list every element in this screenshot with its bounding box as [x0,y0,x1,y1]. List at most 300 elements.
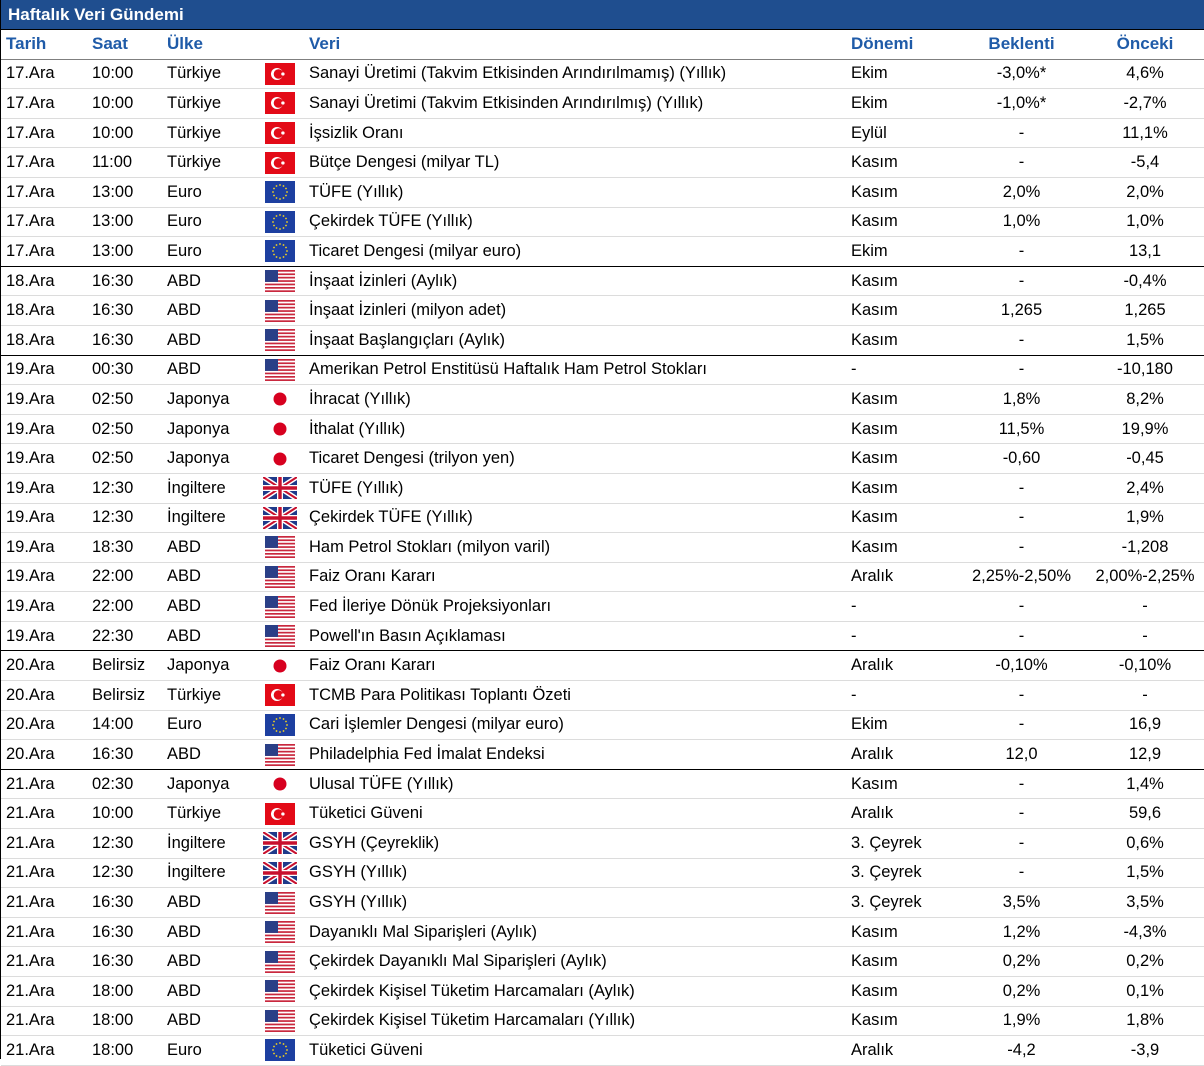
cell-expected: 11,5% [998,419,1045,438]
cell-expected: - [1018,271,1025,290]
cell-country: Euro [167,715,202,734]
cell-country: ABD [167,1011,201,1030]
table-row [1,385,1204,415]
cell-time: 10:00 [92,123,134,142]
table-row [1,622,1204,652]
cell-previous: -10,180 [1117,360,1173,379]
cell-flag [259,744,301,766]
cell-period: Kasım [851,922,898,941]
cell-period: 3. Çeyrek [851,833,922,852]
cell-time: 13:00 [92,182,134,201]
cell-date: 21.Ara [6,893,55,912]
cell-period: - [851,626,857,645]
usa-flag-icon [265,596,295,618]
cell-data: TÜFE (Yıllık) [309,182,404,201]
cell-country: Japonya [167,389,230,408]
cell-previous: 2,0% [1126,182,1164,201]
cell-previous: 1,5% [1126,863,1164,882]
table-row [1,533,1204,563]
cell-expected: - [1018,833,1025,852]
cell-time: Belirsiz [92,656,146,675]
cell-flag [259,388,301,410]
cell-time: 10:00 [92,64,134,83]
usa-flag-icon [265,359,295,381]
cell-period: Aralık [851,656,894,675]
cell-country: İngiltere [167,863,226,882]
usa-flag-icon [265,270,295,292]
cell-flag [259,921,301,943]
cell-expected: 1,9% [1002,1011,1041,1030]
cell-country: ABD [167,271,201,290]
cell-data: Powell'ın Basın Açıklaması [309,626,506,645]
cell-time: 13:00 [92,241,134,260]
cell-country: Türkiye [167,153,222,172]
usa-flag-icon [265,625,295,647]
cell-data: Dayanıklı Mal Siparişleri (Aylık) [309,922,538,941]
cell-period: Kasım [851,774,898,793]
usa-flag-icon [265,1010,295,1032]
cell-date: 21.Ara [6,922,55,941]
table-row [1,415,1204,445]
cell-date: 20.Ara [6,685,55,704]
cell-previous: 13,1 [1128,241,1162,260]
header-row [1,30,1204,60]
cell-time: 18:00 [92,1040,134,1059]
cell-date: 19.Ara [6,389,55,408]
cell-data: GSYH (Yıllık) [309,893,408,912]
cell-period: Kasım [851,330,898,349]
cell-previous: 3,5% [1126,893,1164,912]
cell-previous: 1,5% [1126,330,1164,349]
cell-country: Japonya [167,419,230,438]
cell-date: 20.Ara [6,656,55,675]
usa-flag-icon [265,329,295,351]
japan-flag-icon [265,773,295,795]
cell-previous: 1,8% [1126,1011,1164,1030]
table-row [1,947,1204,977]
cell-time: 16:30 [92,330,134,349]
cell-country: ABD [167,360,201,379]
cell-previous: -0,4% [1123,271,1167,290]
cell-country: Türkiye [167,93,222,112]
cell-previous: 19,9% [1121,419,1169,438]
cell-period: Aralık [851,745,894,764]
eu-flag-icon [265,181,295,203]
turkey-flag-icon [265,803,295,825]
cell-flag [259,181,301,203]
table-row [1,740,1204,770]
cell-time: 02:30 [92,774,134,793]
cell-expected: - [1018,123,1025,142]
cell-flag [259,122,301,144]
cell-date: 17.Ara [6,241,55,260]
cell-data: Ham Petrol Stokları (milyon varil) [309,537,551,556]
cell-period: Kasım [851,952,898,971]
cell-period: Kasım [851,153,898,172]
cell-expected: 2,25%-2,50% [971,567,1072,586]
cell-date: 21.Ara [6,1040,55,1059]
table-title: Haftalık Veri Gündemi [1,0,1204,30]
table-row [1,859,1204,889]
cell-data: Cari İşlemler Dengesi (milyar euro) [309,715,564,734]
cell-time: 12:30 [92,478,134,497]
cell-previous: -1,208 [1121,537,1169,556]
cell-data: Sanayi Üretimi (Takvim Etkisinden Arındırılmamış) (Yıllık) [309,64,727,83]
japan-flag-icon [265,655,295,677]
table-row [1,89,1204,119]
japan-flag-icon [265,388,295,410]
cell-time: 18:00 [92,1011,134,1030]
cell-date: 20.Ara [6,715,55,734]
cell-previous: -0,10% [1118,656,1172,675]
cell-date: 17.Ara [6,93,55,112]
cell-data: Ulusal TÜFE (Yıllık) [309,774,454,793]
cell-time: 02:50 [92,449,134,468]
cell-date: 21.Ara [6,804,55,823]
cell-period: Kasım [851,212,898,231]
cell-country: İngiltere [167,833,226,852]
cell-expected: - [1018,153,1025,172]
uk-flag-icon [263,507,297,529]
cell-period: Eylül [851,123,887,142]
cell-data: TCMB Para Politikası Toplantı Özeti [309,685,571,704]
usa-flag-icon [265,892,295,914]
cell-period: Kasım [851,449,898,468]
table-row [1,296,1204,326]
cell-time: 12:30 [92,508,134,527]
cell-country: ABD [167,922,201,941]
cell-flag [259,63,301,85]
cell-date: 21.Ara [6,1011,55,1030]
cell-previous: - [1142,685,1148,704]
cell-period: - [851,685,857,704]
cell-period: Kasım [851,301,898,320]
cell-flag [259,507,301,529]
cell-country: ABD [167,952,201,971]
cell-flag [259,684,301,706]
eu-flag-icon [265,240,295,262]
cell-flag [259,655,301,677]
table-row [1,178,1204,208]
cell-expected: - [1018,241,1025,260]
cell-flag [259,862,301,884]
cell-period: Ekim [851,64,888,83]
cell-period: Kasım [851,271,898,290]
table-row [1,267,1204,297]
cell-period: 3. Çeyrek [851,863,922,882]
cell-country: Türkiye [167,123,222,142]
cell-country: Euro [167,212,202,231]
cell-date: 19.Ara [6,508,55,527]
cell-date: 21.Ara [6,981,55,1000]
cell-time: 22:30 [92,626,134,645]
table-row [1,444,1204,474]
cell-country: İngiltere [167,478,226,497]
cell-previous: - [1142,597,1148,616]
cell-period: Kasım [851,1011,898,1030]
cell-date: 21.Ara [6,952,55,971]
cell-country: Türkiye [167,804,222,823]
cell-previous: 1,4% [1126,774,1164,793]
cell-period: Aralık [851,1040,894,1059]
cell-previous: -3,9 [1130,1040,1160,1059]
cell-period: Kasım [851,508,898,527]
table-row [1,651,1204,681]
cell-previous: 59,6 [1128,804,1162,823]
table-row [1,326,1204,356]
cell-time: 14:00 [92,715,134,734]
cell-country: ABD [167,567,201,586]
cell-time: 16:30 [92,922,134,941]
turkey-flag-icon [265,152,295,174]
cell-flag [259,448,301,470]
table-row [1,918,1204,948]
cell-expected: - [1018,508,1025,527]
cell-time: 18:00 [92,981,134,1000]
cell-previous: 8,2% [1126,389,1164,408]
cell-date: 17.Ara [6,153,55,172]
cell-expected: - [1018,774,1025,793]
cell-country: ABD [167,301,201,320]
table-row [1,592,1204,622]
cell-country: Türkiye [167,685,222,704]
table-row [1,977,1204,1007]
cell-country: Euro [167,1040,202,1059]
uk-flag-icon [263,862,297,884]
cell-country: ABD [167,745,201,764]
cell-expected: - [1018,685,1025,704]
cell-previous: 2,00%-2,25% [1095,567,1195,586]
table-row [1,1007,1204,1037]
table-row [1,60,1204,90]
table-row [1,504,1204,534]
cell-period: - [851,597,857,616]
cell-expected: 1,8% [1002,389,1041,408]
cell-data: Amerikan Petrol Enstitüsü Haftalık Ham Petrol Stokları [309,360,707,379]
cell-date: 21.Ara [6,774,55,793]
cell-data: Tüketici Güveni [309,1040,423,1059]
cell-date: 19.Ara [6,449,55,468]
cell-flag [259,152,301,174]
cell-date: 19.Ara [6,537,55,556]
cell-flag [259,329,301,351]
cell-period: Ekim [851,715,888,734]
turkey-flag-icon [265,92,295,114]
cell-date: 17.Ara [6,212,55,231]
cell-country: Euro [167,241,202,260]
cell-data: Faiz Oranı Kararı [309,567,436,586]
cell-time: 16:30 [92,745,134,764]
turkey-flag-icon [265,684,295,706]
cell-date: 19.Ara [6,419,55,438]
header-date: Tarih [6,34,47,54]
cell-date: 19.Ara [6,567,55,586]
table-row [1,119,1204,149]
cell-expected: -3,0%* [996,64,1047,83]
cell-data: Bütçe Dengesi (milyar TL) [309,153,500,172]
cell-date: 19.Ara [6,360,55,379]
cell-flag [259,270,301,292]
cell-flag [259,773,301,795]
usa-flag-icon [265,951,295,973]
cell-time: 12:30 [92,863,134,882]
cell-data: İthalat (Yıllık) [309,419,406,438]
cell-period: 3. Çeyrek [851,893,922,912]
cell-data: Çekirdek TÜFE (Yıllık) [309,212,473,231]
cell-flag [259,892,301,914]
table-row [1,474,1204,504]
cell-expected: 2,0% [1002,182,1041,201]
cell-previous: - [1142,626,1148,645]
uk-flag-icon [263,477,297,499]
cell-period: Ekim [851,241,888,260]
cell-country: Euro [167,182,202,201]
cell-previous: 16,9 [1128,715,1162,734]
cell-expected: - [1018,715,1025,734]
cell-expected: 1,2% [1002,922,1041,941]
eu-flag-icon [265,714,295,736]
cell-previous: 1,265 [1124,301,1166,320]
table-row [1,681,1204,711]
cell-time: 13:00 [92,212,134,231]
cell-expected: - [1018,537,1025,556]
cell-flag [259,359,301,381]
cell-country: İngiltere [167,508,226,527]
cell-flag [259,832,301,854]
cell-previous: -5,4 [1130,153,1160,172]
cell-date: 18.Ara [6,330,55,349]
cell-date: 18.Ara [6,301,55,320]
cell-country: ABD [167,626,201,645]
cell-previous: 2,4% [1126,478,1164,497]
cell-flag [259,477,301,499]
japan-flag-icon [265,418,295,440]
uk-flag-icon [263,832,297,854]
cell-data: İşsizlik Oranı [309,123,404,142]
cell-flag [259,536,301,558]
cell-period: - [851,360,857,379]
cell-country: ABD [167,893,201,912]
table-row [1,1036,1204,1066]
cell-time: 10:00 [92,804,134,823]
table-row [1,563,1204,593]
cell-date: 21.Ara [6,863,55,882]
cell-period: Kasım [851,389,898,408]
table-row [1,208,1204,238]
cell-expected: - [1018,478,1025,497]
cell-data: Çekirdek TÜFE (Yıllık) [309,508,473,527]
cell-expected: -1,0%* [996,93,1047,112]
cell-country: Türkiye [167,64,222,83]
cell-previous: 12,9 [1128,745,1162,764]
table-body [1,60,1204,1066]
cell-time: 02:50 [92,389,134,408]
cell-flag [259,240,301,262]
turkey-flag-icon [265,63,295,85]
usa-flag-icon [265,566,295,588]
table-row [1,711,1204,741]
cell-period: Kasım [851,478,898,497]
cell-time: 10:00 [92,93,134,112]
cell-period: Aralık [851,804,894,823]
cell-country: Japonya [167,774,230,793]
cell-expected: -4,2 [1007,1040,1036,1059]
cell-country: ABD [167,981,201,1000]
cell-date: 17.Ara [6,182,55,201]
cell-expected: 0,2% [1002,952,1041,971]
cell-flag [259,211,301,233]
cell-previous: 0,1% [1126,981,1164,1000]
cell-time: 16:30 [92,893,134,912]
header-time: Saat [92,34,128,54]
cell-expected: 1,265 [1000,301,1043,320]
table-row [1,237,1204,267]
cell-country: ABD [167,330,201,349]
cell-data: GSYH (Yıllık) [309,863,408,882]
cell-expected: 1,0% [1002,212,1041,231]
cell-date: 19.Ara [6,626,55,645]
cell-time: 11:00 [92,153,133,172]
cell-date: 19.Ara [6,478,55,497]
header-expected: Beklenti [988,34,1055,54]
cell-expected: - [1018,597,1025,616]
cell-data: İnşaat Başlangıçları (Aylık) [309,330,505,349]
cell-flag [259,1039,301,1061]
cell-expected: 12,0 [1005,745,1038,764]
cell-previous: -4,3% [1123,922,1167,941]
cell-period: Kasım [851,182,898,201]
header-country: Ülke [167,34,203,54]
cell-data: Sanayi Üretimi (Takvim Etkisinden Arındırılmış) (Yıllık) [309,93,704,112]
cell-country: Japonya [167,449,230,468]
table-row [1,356,1204,386]
cell-flag [259,418,301,440]
cell-data: Çekirdek Kişisel Tüketim Harcamaları (Aylık) [309,981,635,1000]
cell-flag [259,951,301,973]
header-previous: Önceki [1116,34,1174,54]
cell-data: Philadelphia Fed İmalat Endeksi [309,745,545,764]
cell-expected: - [1018,330,1025,349]
cell-previous: 0,6% [1126,833,1164,852]
cell-period: Aralık [851,567,894,586]
cell-previous: 1,0% [1126,212,1164,231]
cell-previous: 4,6% [1126,64,1164,83]
cell-expected: 3,5% [1002,893,1041,912]
cell-date: 17.Ara [6,123,55,142]
cell-data: İnşaat İzinleri (milyon adet) [309,301,507,320]
cell-flag [259,625,301,647]
table-row [1,148,1204,178]
cell-date: 17.Ara [6,64,55,83]
cell-flag [259,596,301,618]
cell-time: 02:50 [92,419,134,438]
header-data: Veri [309,34,341,54]
cell-time: 00:30 [92,360,134,379]
cell-data: Tüketici Güveni [309,804,423,823]
cell-time: 16:30 [92,952,134,971]
cell-date: 20.Ara [6,745,55,764]
cell-date: 18.Ara [6,271,55,290]
cell-flag [259,803,301,825]
cell-data: Ticaret Dengesi (trilyon yen) [309,449,515,468]
cell-country: ABD [167,537,201,556]
table-row [1,799,1204,829]
table-row [1,888,1204,918]
cell-expected: -0,60 [1002,449,1041,468]
cell-time: 22:00 [92,597,134,616]
cell-period: Ekim [851,93,888,112]
cell-flag [259,1010,301,1032]
